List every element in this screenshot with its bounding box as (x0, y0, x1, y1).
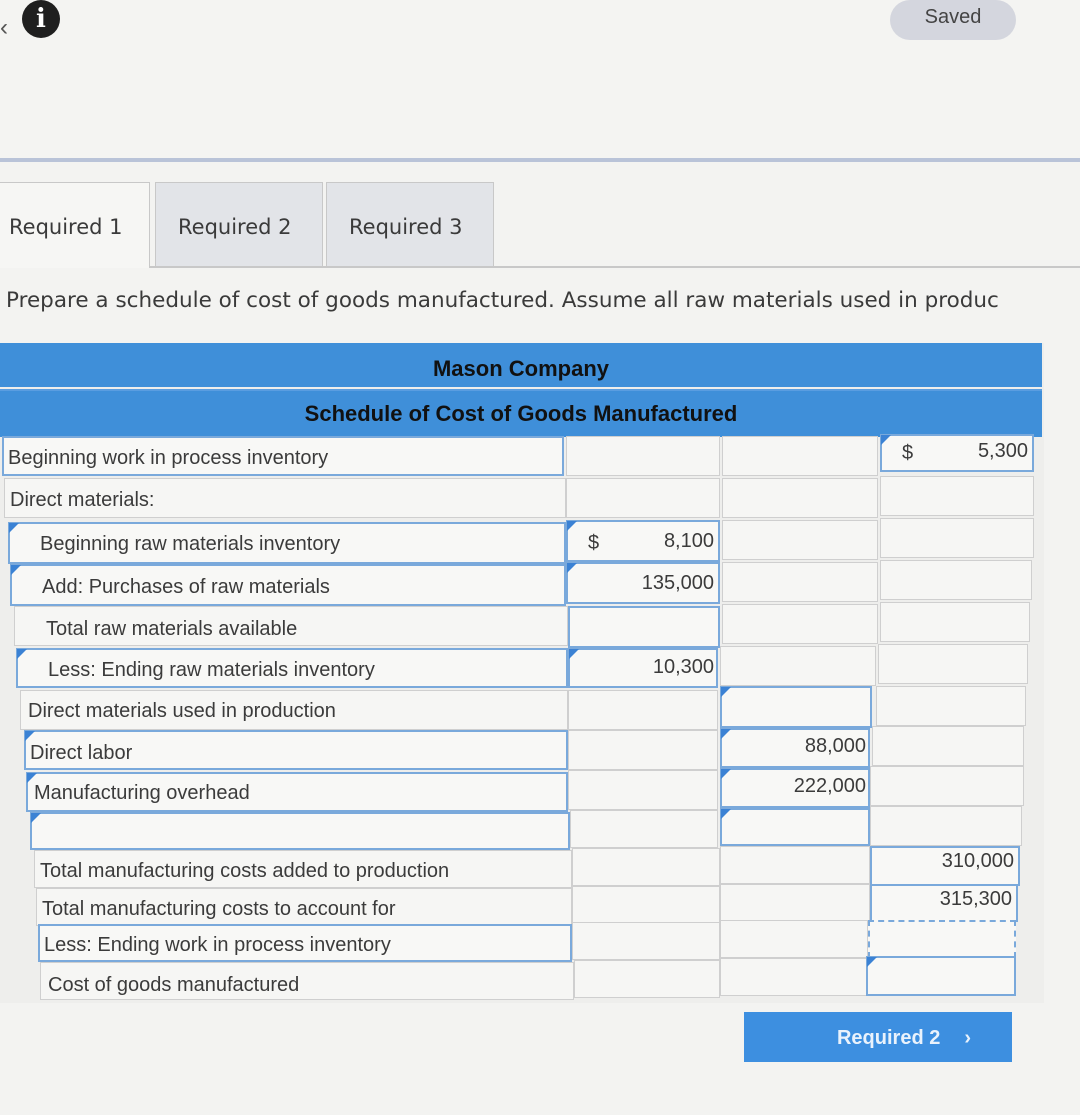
cell (722, 562, 878, 602)
overhead-amount: 222,000 (793, 775, 866, 797)
total-added-label: Total manufacturing costs added to production (40, 860, 450, 882)
cell (872, 726, 1024, 766)
company-name: Mason Company (0, 343, 1042, 387)
cell (572, 848, 720, 886)
beginning-raw-amount: 8,100 (663, 530, 714, 552)
beginning-wip-amount: 5,300 (977, 440, 1028, 462)
ending-raw-label: Less: Ending raw materials inventory (48, 659, 375, 681)
dollar-sign: $ (902, 442, 914, 464)
direct-labor-label: Direct labor (30, 742, 133, 764)
back-arrow-icon[interactable]: ‹ (0, 14, 8, 41)
cell (568, 730, 718, 770)
cell (878, 644, 1028, 684)
top-bar (0, 0, 1080, 160)
direct-materials-label: Direct materials: (10, 489, 155, 511)
cell (722, 436, 878, 476)
cell (572, 886, 720, 924)
cell (570, 810, 718, 848)
ending-wip-amount-input[interactable] (868, 920, 1016, 958)
cell (722, 478, 878, 518)
beginning-raw-label: Beginning raw materials inventory (40, 533, 341, 555)
saved-status-badge: Saved (890, 0, 1016, 40)
cell (568, 770, 718, 810)
ending-wip-label: Less: Ending work in process inventory (44, 934, 391, 956)
cell (880, 518, 1034, 558)
total-raw-label: Total raw materials available (46, 618, 298, 640)
cell (572, 922, 720, 960)
cogm-label: Cost of goods manufactured (48, 974, 300, 996)
cell (720, 884, 870, 922)
next-button-label: Required 2 (836, 1027, 941, 1049)
tab-required-3[interactable]: Required 3 (326, 182, 494, 268)
cell (880, 476, 1034, 516)
tab-underline (150, 266, 1080, 268)
dollar-sign: $ (588, 532, 600, 554)
blank-amount-input[interactable] (720, 808, 870, 846)
cell (876, 686, 1026, 726)
cell (720, 646, 876, 686)
cell (722, 604, 878, 644)
total-raw-amount-input[interactable] (568, 606, 720, 648)
cell (574, 960, 720, 998)
info-icon[interactable]: i (22, 0, 60, 38)
beginning-wip-label: Beginning work in process inventory (8, 447, 329, 469)
cell (722, 520, 878, 560)
schedule-title: Schedule of Cost of Goods Manufactured (0, 389, 1042, 437)
direct-labor-amount: 88,000 (804, 735, 866, 757)
cell (720, 920, 868, 958)
dm-used-amount-input[interactable] (720, 686, 872, 728)
cogm-amount-input[interactable] (866, 956, 1016, 996)
tab-required-1[interactable]: Required 1 (0, 182, 150, 268)
total-account-label: Total manufacturing costs to account for (42, 898, 396, 920)
next-required-2-button[interactable] (744, 1012, 1012, 1062)
tab-required-2[interactable]: Required 2 (155, 182, 323, 268)
blank-label-field[interactable] (30, 812, 570, 850)
cell (566, 436, 720, 476)
cell (880, 560, 1032, 600)
cell (870, 766, 1024, 806)
cell (720, 958, 868, 996)
cell (870, 806, 1022, 846)
overhead-label: Manufacturing overhead (34, 782, 250, 804)
cell (880, 602, 1030, 642)
dm-used-label: Direct materials used in production (28, 700, 336, 722)
cell (568, 690, 718, 730)
instruction-text: Prepare a schedule of cost of goods manufactured. Assume all raw materials used in produc (6, 288, 999, 313)
chevron-right-icon: › (964, 1027, 972, 1049)
purchases-label: Add: Purchases of raw materials (42, 576, 330, 598)
cell (720, 846, 870, 884)
total-account-amount: 315,300 (939, 888, 1012, 910)
total-added-amount: 310,000 (941, 850, 1014, 872)
purchases-amount: 135,000 (641, 572, 714, 594)
cell (566, 478, 720, 518)
ending-raw-amount: 10,300 (652, 656, 714, 678)
